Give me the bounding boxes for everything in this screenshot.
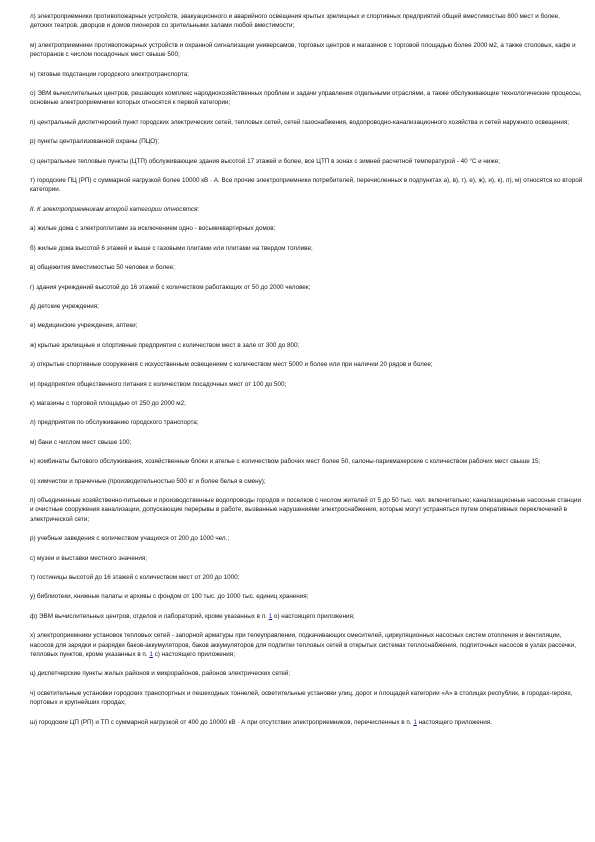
paragraph-text: ф) ЭВМ вычислительных центров, отделов и лабораторий, кроме указанных в п. xyxy=(30,612,269,620)
paragraph xyxy=(30,631,583,659)
paragraph xyxy=(30,321,583,330)
paragraph-text: ш) городские ЦП (РП) и ТП с суммарной нагрузкой от 400 до 10000 кВ · А при отсутствии электроприемников, перечисленных в п. xyxy=(30,718,414,726)
paragraph-text: т) гостиницы высотой до 16 этажей с количеством мест от 200 до 1000; xyxy=(30,574,240,581)
paragraph-text: н) тяговые подстанции городского электротранспорта; xyxy=(30,70,189,78)
paragraph xyxy=(30,224,583,233)
paragraph-text: з) открытые спортивные сооружения с искусственным освещением с количеством мест 5000 и более или при наличии 20 рядов и более; xyxy=(30,361,433,369)
paragraph-text: с) центральные тепловые пункты (ЦТП) обслуживающие здания высотой 17 этажей и более, все ЦТП в зонах с зимней расчетной температурой - 40 °С и ниже; xyxy=(30,157,500,165)
paragraph xyxy=(30,244,583,253)
paragraph-text: в) общежития вместимостью 50 человек и более; xyxy=(30,264,175,272)
paragraph xyxy=(30,263,583,272)
paragraph-text: б) жилые дома высотой 6 этажей и выше с газовыми плитами или плитами на твердом топливе; xyxy=(30,244,313,252)
paragraph xyxy=(30,41,583,60)
paragraph-text: с) музеи и выставки местного значения; xyxy=(30,554,148,562)
paragraph xyxy=(30,689,583,708)
paragraph-text: д) детские учреждения; xyxy=(30,302,99,310)
paragraph-text: ч) осветительные установки городских транспортных и пешеходных тоннелей, осветительные установки улиц, дорог и площадей категории «А» в столицах республик, в городах-героях, портовых и крупнейших городах; xyxy=(30,689,573,707)
paragraph xyxy=(30,341,583,350)
paragraph-text-tail: о) настоящего приложения; xyxy=(272,612,355,620)
paragraph xyxy=(30,612,583,621)
paragraph xyxy=(30,399,583,408)
paragraph-text: о) ЭВМ вычислительных центров, решающих комплекс народнохозяйственных проблем и задачи управления отдельными отраслями, а также обслуживающие технологические процессы, основные электроприемники которых относятся к первой категории; xyxy=(30,90,582,107)
paragraph-text-tail: с) настоящего приложения; xyxy=(152,651,235,659)
appendix-link[interactable]: 1 xyxy=(149,651,153,659)
paragraph-text: л) электроприемники противопожарных устройств, эвакуационного и аварийного освещения крытых зрелищных и спортивных предприятий общей вместимостью 800 мест и более, детских театров, дворцов и домов пионеров со зрительными залами любой вместимости; xyxy=(30,13,560,30)
paragraph xyxy=(30,283,583,292)
paragraph xyxy=(30,302,583,311)
paragraph-text: п) объединенные хозяйственно-питьевые и производственные водопроводы городов и поселков с числом жителей от 5 до 50 тыс. чел. включительно; канализационные насосные станции и очистные сооружения канализации, допускающие перерывы в работе, вызванные нарушениями электроснабжения, которые могут устраняться путем оперативных переключений в электрической сети; xyxy=(30,496,581,523)
paragraph-text: е) медицинские учреждения, аптеки; xyxy=(30,322,138,330)
paragraph-text: м) электроприемники противопожарных устройств и охранной сигнализации универсамов, торговых центров и магазинов с торговой площадью более 2000 м2, а также столовых, кафе и ресторанов с числом посадочных мест свыше 500; xyxy=(30,41,576,59)
paragraph-text: ц) диспетчерские пункты жилых районов и микрорайонов, районов электрических сетей; xyxy=(30,670,291,678)
paragraph xyxy=(30,534,583,543)
appendix-link[interactable]: 1 xyxy=(268,612,273,620)
paragraph xyxy=(30,70,583,79)
paragraph xyxy=(30,554,583,563)
paragraph-text: ж) крытые зрелищные и спортивные предприятия с количеством мест в зале от 300 до 800; xyxy=(30,341,300,349)
paragraph xyxy=(30,360,583,369)
paragraph-text: а) жилые дома с электроплитами за исключением одно - восьмиквартирных домов; xyxy=(30,225,276,233)
paragraph-text-tail: настоящего приложения. xyxy=(416,718,492,726)
paragraph xyxy=(30,477,583,486)
paragraph xyxy=(30,12,583,31)
paragraph-text: т) городские ПЦ (РП) с суммарной нагрузкой более 10000 кВ · А. Все прочие электроприемники потребителей, перечисленных в подпунктах а), в), г), е), ж), и), к), л), м) относятся ко второй категории. xyxy=(30,177,583,194)
paragraph-text: II. К электроприемникам второй категории относятся: xyxy=(30,205,200,213)
paragraph xyxy=(30,418,583,427)
paragraph xyxy=(30,457,583,466)
paragraph xyxy=(30,89,583,108)
paragraph-text: р) учебные заведения с количеством учащихся от 200 до 1000 чел.; xyxy=(30,535,230,543)
paragraph xyxy=(30,137,583,146)
paragraph-text: х) электроприемники установок тепловых сетей - запорной арматуры при телеуправлении, подкачивающих смесителей, циркуляционных насосных систем отопления и вентиляции, насосов для зарядки и разрядки баков-аккумуляторов, баков аккумуляторов для подпитки тепловых сетей в открытых системах теплоснабжения, подпиточных насосов в узлах рассечки, тепловых пунктов, кроме указанных в п. xyxy=(30,632,576,659)
paragraph xyxy=(30,118,583,127)
paragraph-text: о) химчистки и прачечные (производительностью 500 кг и более белья в смену); xyxy=(30,477,266,485)
paragraph-text: л) предприятия по обслуживанию городского транспорта; xyxy=(30,419,199,427)
paragraph-text: и) предприятия общественного питания с количеством посадочных мест от 100 до 500; xyxy=(30,380,287,388)
paragraph xyxy=(30,380,583,389)
paragraph-text: м) бани с числом мест свыше 100; xyxy=(30,438,132,446)
paragraph xyxy=(30,669,583,678)
paragraph-text: н) комбинаты бытового обслуживания, хозяйственные блоки и ателье с количеством рабочих мест более 50, салоны-парикмахерские с количеством рабочих мест свыше 15; xyxy=(30,458,541,466)
paragraph xyxy=(30,496,583,524)
paragraph-text: г) здания учреждений высотой до 16 этажей с количеством работающих от 50 до 2000 человек; xyxy=(30,283,311,291)
paragraph xyxy=(30,205,583,214)
paragraph xyxy=(30,157,583,166)
paragraph-text: к) магазины с торговой площадью от 250 до 2000 м2; xyxy=(30,399,186,407)
paragraph xyxy=(30,592,583,601)
paragraph xyxy=(30,573,583,582)
paragraph xyxy=(30,718,583,727)
paragraph xyxy=(30,176,583,195)
paragraph-text: р) пункты централизованной охраны (ПЦО); xyxy=(30,138,160,146)
paragraph-text: п) центральный диспетчерский пункт городских электрических сетей, тепловых сетей, сетей газоснабжения, водопроводно-канализационного хозяйства и сетей наружного освещения; xyxy=(30,118,570,126)
paragraph-text: у) библиотеки, книжные палаты и архивы с фондом от 100 тыс. до 1000 тыс. единиц хранения; xyxy=(30,593,309,601)
appendix-link[interactable]: 1 xyxy=(413,718,417,726)
paragraph xyxy=(30,438,583,447)
